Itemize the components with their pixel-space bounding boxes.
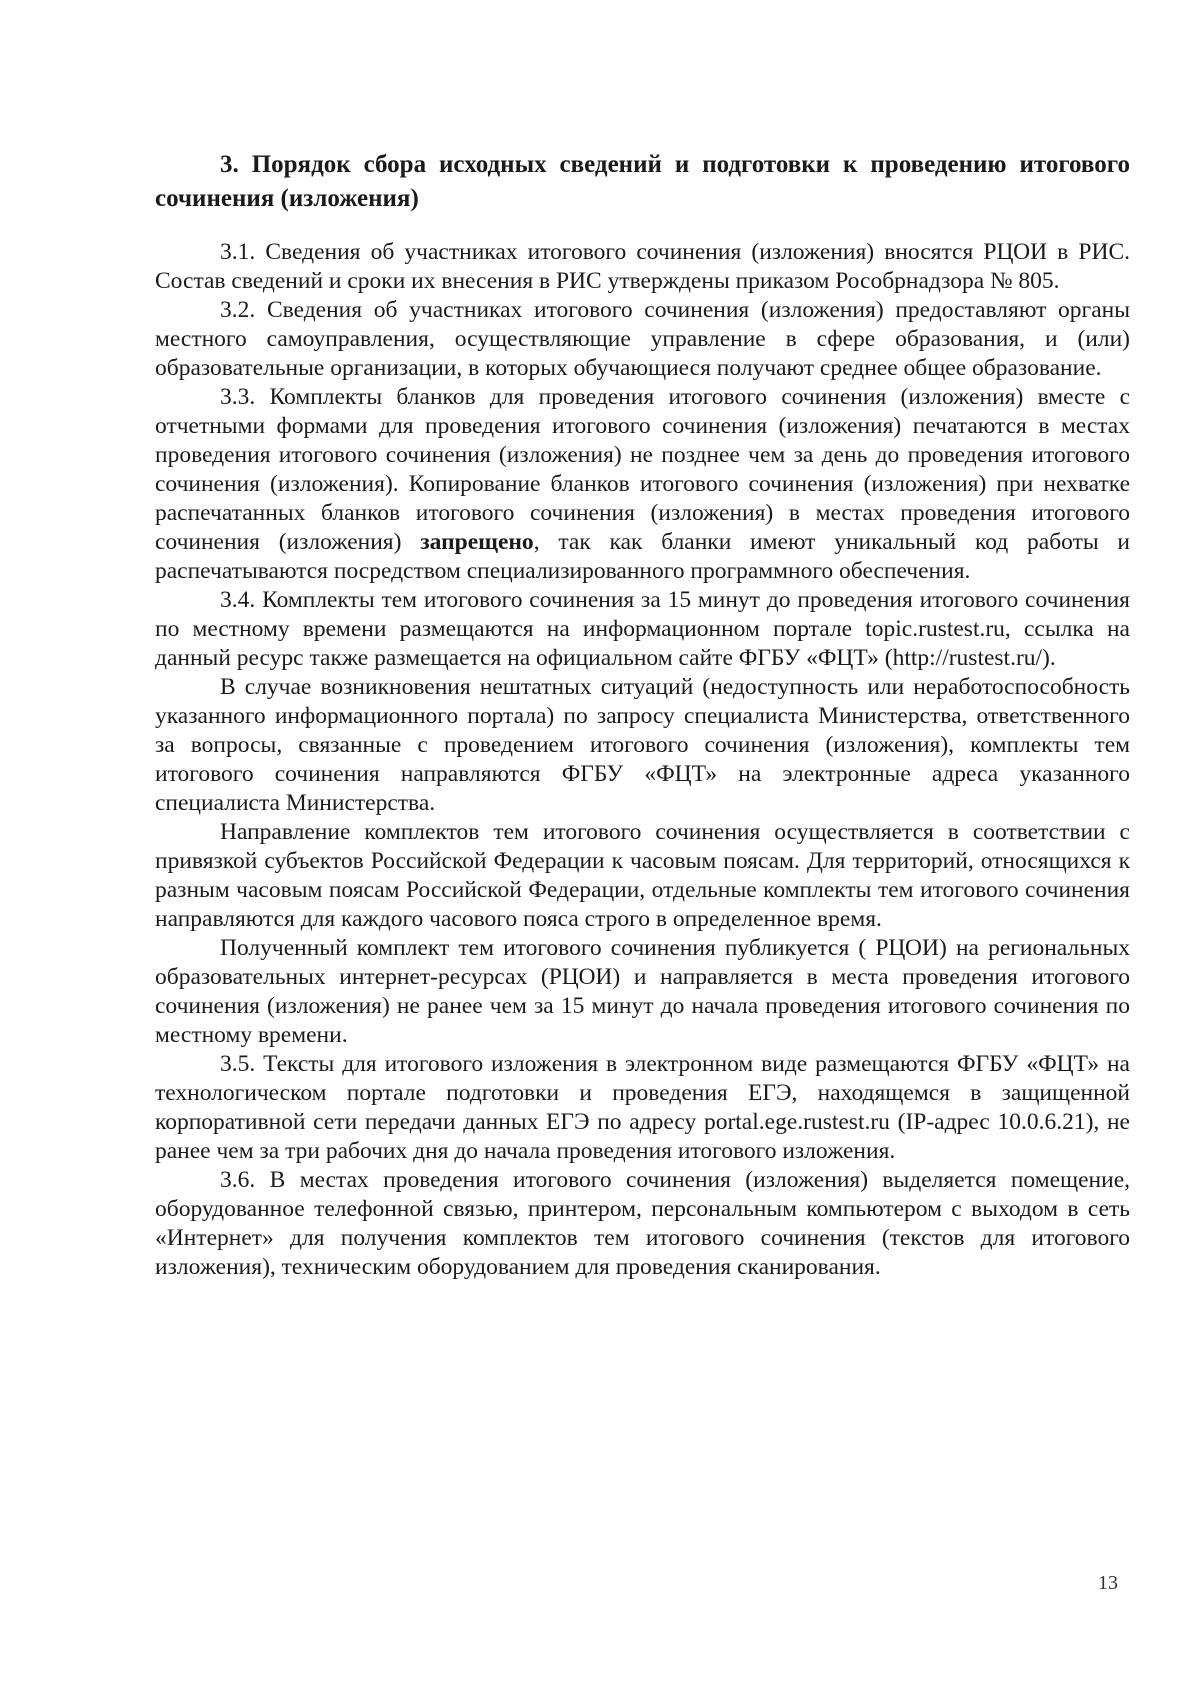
paragraph-3-3-text-after: , так как бланки имеют уникальный код работы и распечатываются посредством специализированного программного обеспечения. [155, 529, 1130, 584]
paragraph-3-6: 3.6. В местах проведения итогового сочинения (изложения) выделяется помещение, оборудованное телефонной связью, принтером, персональным компьютером с выходом в сеть «Интернет» для получения комплектов тем итогового сочинения (текстов для итогового изложения), техническим оборудованием для проведения сканирования. [155, 1167, 1130, 1280]
paragraph-time-zones: Направление комплектов тем итогового сочинения осуществляется в соответствии с привязкой субъектов Российской Федерации к часовым поясам. Для территорий, относящихся к разным часовым поясам Российской Федерации, отдельные комплекты тем итогового сочинения направляются для каждого часового пояса строго в определенное время. [155, 819, 1130, 932]
paragraph-3-3-text-before: 3.3. Комплекты бланков для проведения итогового сочинения (изложения) вместе с отчетными формами для проведения итогового сочинения (изложения) печатаются в местах проведения итогового сочинения (изложения) не позднее чем за день до проведения итогового сочинения (изложения). Копирование бланков итогового сочинения (изложения) при нехватке распечатанных бланков итогового сочинения (изложения) в местах проведения итогового сочинения (изложения) [155, 384, 1130, 555]
paragraph-emergency: В случае возникновения нештатных ситуаций (недоступность или неработоспособность указанного информационного портала) по запросу специалиста Министерства, ответственного за вопросы, связанные с проведением итогового сочинения (изложения), комплекты тем итогового сочинения направляются ФГБУ «ФЦТ» на электронные адреса указанного специалиста Министерства. [155, 674, 1130, 816]
paragraph-3-4: 3.4. Комплекты тем итогового сочинения за 15 минут до проведения итогового сочинения по местному времени размещаются на информационном портале topic.rustest.ru, ссылка на данный ресурс также размещается на официальном сайте ФГБУ «ФЦТ» (http://rustest.ru/). [155, 587, 1130, 671]
paragraph-3-1: 3.1. Сведения об участниках итогового сочинения (изложения) вносятся РЦОИ в РИС. Состав сведений и сроки их внесения в РИС утверждены приказом Рособрнадзора № 805. [155, 239, 1130, 294]
paragraph-3-3 [155, 383, 1130, 586]
page-number: 13 [1098, 1572, 1118, 1594]
paragraph-3-3-bold-forbidden: запрещено [420, 529, 534, 555]
paragraph-3-2: 3.2. Сведения об участниках итогового сочинения (изложения) предоставляют органы местного самоуправления, осуществляющие управление в сфере образования, и (или) образовательные организации, в которых обучающиеся получают среднее общее образование. [155, 297, 1130, 381]
document-page [155, 148, 1130, 1282]
section-title: 3. Порядок сбора исходных сведений и подготовки к проведению итогового сочинения (изложения) [155, 151, 1130, 212]
paragraph-publication: Полученный комплект тем итогового сочинения публикуется ( РЦОИ) на региональных образовательных интернет-ресурсах (РЦОИ) и направляется в места проведения итогового сочинения (изложения) не ранее чем за 15 минут до начала проведения итогового сочинения по местному времени. [155, 935, 1130, 1048]
paragraph-3-5: 3.5. Тексты для итогового изложения в электронном виде размещаются ФГБУ «ФЦТ» на технологическом портале подготовки и проведения ЕГЭ, находящемся в защищенной корпоративной сети передачи данных ЕГЭ по адресу portal.ege.rustest.ru (IP-адрес 10.0.6.21), не ранее чем за три рабочих дня до начала проведения итогового изложения. [155, 1051, 1130, 1164]
